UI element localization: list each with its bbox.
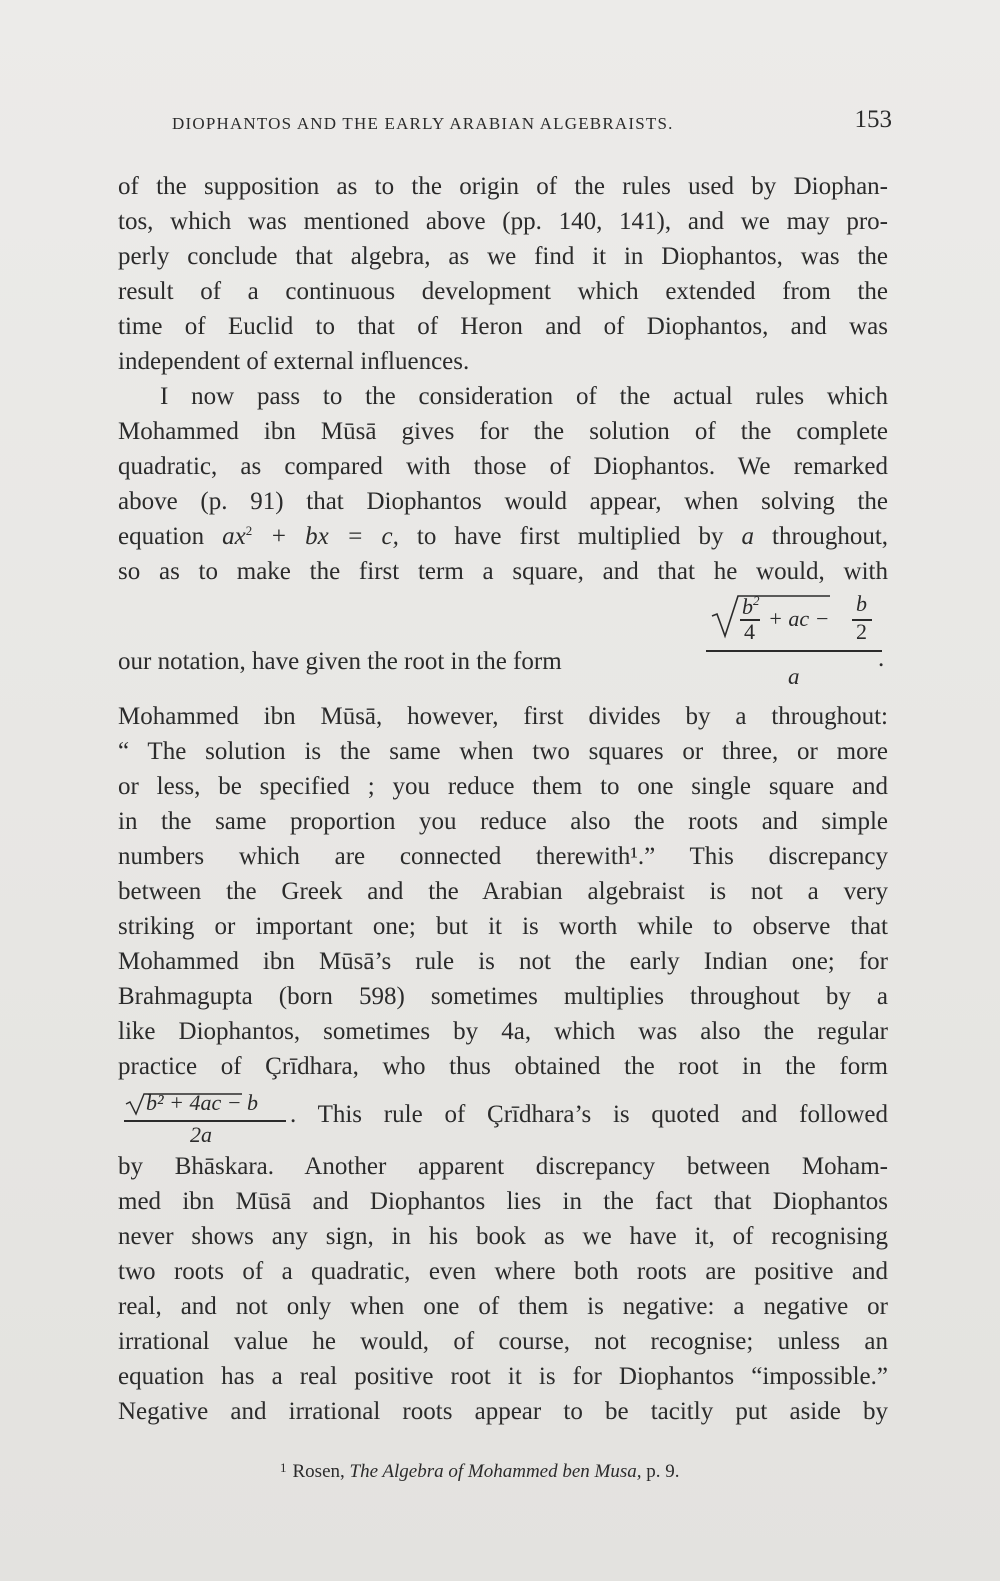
- footnote-mark: 1: [280, 1460, 287, 1475]
- small-numerator: b² + 4ac − b: [146, 1090, 259, 1115]
- text-line: so as to make the first term a square, and that he would, with: [118, 558, 888, 585]
- text-line: never shows any sign, in his book as we have it, of recognising: [118, 1223, 888, 1250]
- text-line: time of Euclid to that of Heron and of Diophantos, and was: [118, 313, 888, 340]
- text-line: between the Greek and the Arabian algebraist is not a very: [118, 878, 888, 905]
- small-denominator: 2a: [190, 1122, 212, 1147]
- text-line: in the same proportion you reduce also the roots and simple: [118, 808, 888, 835]
- eq-term-a: ax: [222, 523, 246, 550]
- text-line: . This rule of Çrīdhara’s is quoted and followed: [290, 1101, 888, 1128]
- footnote: [280, 1460, 800, 1483]
- eq-exponent: 2: [245, 523, 253, 538]
- formula-two: 2: [856, 619, 867, 644]
- text-line: by Bhāskara. Another apparent discrepancy between Moham-: [118, 1153, 888, 1180]
- text-line: irrational value he would, of course, not recognise; unless an: [118, 1328, 888, 1355]
- running-header: [172, 106, 892, 134]
- text-line: real, and not only when one of them is negative: a negative or: [118, 1293, 888, 1320]
- text-line: Mohammed ibn Mūsā, however, first divides by a throughout:: [118, 703, 888, 730]
- formula-four: 4: [744, 619, 755, 644]
- text-line: of the supposition as to the origin of the rules used by Diophan-: [118, 173, 888, 200]
- text-line: I now pass to the consideration of the actual rules which: [160, 383, 888, 410]
- formula-denominator: a: [788, 664, 800, 689]
- footnote-author: Rosen,: [292, 1461, 345, 1482]
- eq-pre: equation: [118, 523, 223, 550]
- footnote-page: p. 9.: [646, 1461, 680, 1482]
- eq-var: a: [741, 523, 755, 550]
- text-line: med ibn Mūsā and Diophantos lies in the fact that Diophantos: [118, 1188, 888, 1215]
- formula-period: .: [878, 645, 885, 672]
- text-line: Mohammed ibn Mūsā’s rule is not the early Indian one; for: [118, 948, 888, 975]
- eq-mid: to have first multiplied by: [398, 523, 742, 550]
- cridhara-formula: [124, 1092, 296, 1152]
- equation-line: [118, 520, 888, 554]
- text-line: “ The solution is the same when two squares or three, or more: [118, 738, 888, 765]
- text-line: Negative and irrational roots appear to be tacitly put aside by: [118, 1398, 888, 1425]
- text-line: our notation, have given the root in the form: [118, 648, 562, 675]
- text-line: Brahmagupta (born 598) sometimes multiplies throughout by a: [118, 983, 888, 1010]
- text-line: like Diophantos, sometimes by 4a, which was also the regular: [118, 1018, 888, 1045]
- text-line: above (p. 91) that Diophantos would appear, when solving the: [118, 488, 888, 515]
- formula-b2: $b^2$: [742, 593, 760, 619]
- eq-post: throughout,: [754, 523, 889, 550]
- footnote-title: The Algebra of Mohammed ben Musa,: [349, 1461, 642, 1482]
- text-line: Mohammed ibn Mūsā gives for the solution of the complete: [118, 418, 888, 445]
- text-line: independent of external influences.: [118, 348, 470, 375]
- text-line: numbers which are connected therewith¹.” This discrepancy: [118, 843, 888, 870]
- text-line: tos, which was mentioned above (pp. 140, 141), and we may pro-: [118, 208, 888, 235]
- formula-b: b: [856, 591, 867, 616]
- text-line: or less, be specified ; you reduce them to one single square and: [118, 773, 888, 800]
- text-line: equation has a real positive root it is for Diophantos “impossible.”: [118, 1363, 888, 1390]
- eq-term-b: + bx = c,: [252, 523, 399, 550]
- text-line: quadratic, as compared with those of Diophantos. We remarked: [118, 453, 888, 480]
- text-line: two roots of a quadratic, even where both roots are positive and: [118, 1258, 888, 1285]
- text-line: practice of Çrīdhara, who thus obtained the root in the form: [118, 1053, 888, 1080]
- page-number: 153: [854, 106, 892, 133]
- root-formula: [706, 592, 888, 662]
- text-line: perly conclude that algebra, as we find it in Diophantos, was the: [118, 243, 888, 270]
- text-line: striking or important one; but it is worth while to observe that: [118, 913, 888, 940]
- text-line: result of a continuous development which extended from the: [118, 278, 888, 305]
- main-fraction-bar: [706, 650, 882, 652]
- running-title: DIOPHANTOS AND THE EARLY ARABIAN ALGEBRAISTS.: [172, 114, 674, 133]
- formula-plus-ac: + ac −: [768, 606, 830, 631]
